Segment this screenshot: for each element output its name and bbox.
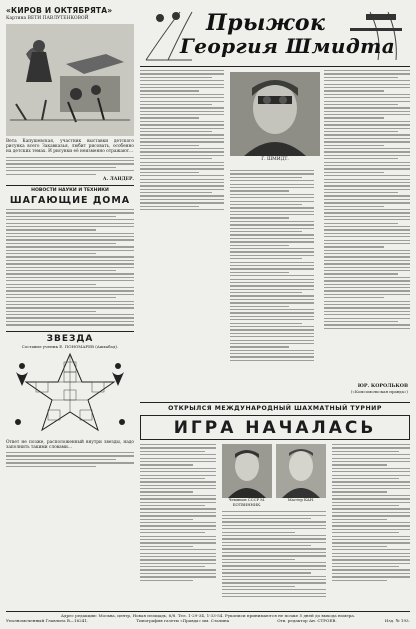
left-column (6, 6, 134, 469)
chess-photos (222, 444, 326, 599)
drawing-kirov (6, 24, 134, 136)
botvinnik-caption: Чемпион СССР М. БОТВИННИК. (228, 497, 266, 507)
footer-printer: Типография газеты «Правда» им. Сталина (136, 618, 230, 623)
puzzle-caption: Ответ не позже, расположенный внутри звезды, надо заполнить такими словами... (6, 439, 134, 450)
houses-headline: ШАГАЮЩИЕ ДОМА (9, 194, 131, 206)
author-name: ЮР. КОРОЛЬКОВ (357, 383, 408, 389)
botvinnik-photo (222, 444, 272, 507)
drawing-caption-lines (6, 157, 134, 177)
footer-issue: Изд. № 193. (384, 618, 410, 623)
banner-line1: Прыжок (206, 10, 326, 36)
tournament-col3 (332, 444, 410, 583)
tournament-header: ОТКРЫЛСЯ МЕЖДУНАРОДНЫЙ ШАХМАТНЫЙ ТУРНИР (168, 405, 382, 412)
footer-address: Адрес редакции: Москва, центр, Новая площадь, 6/8. Тел. 1-29-34, 1-33-54. Рукописи принимаются не позже 5 дней до выхода номера. (60, 613, 356, 618)
left-top-subtitle: Картина ВЕТИ ПАВЛУТЕНКОВОЙ (6, 16, 89, 21)
tournament-title: ИГРА НАЧАЛАСЬ (140, 415, 410, 440)
author-source: («Комсомольская правда») (350, 389, 408, 394)
footer-editor: Отв. редактор Ан. СТРОЕВ. (277, 618, 337, 623)
houses-article (6, 209, 134, 328)
drawing-caption: Вета Капушевская, участник выставки детского рисунка всего Закавказья, любит рисовать, особенно на детских темах. И рисунки её неизменно отражают... (6, 139, 134, 155)
main-area (140, 6, 410, 614)
zvezda-subtitle: Составил ученик Е. ПОНОМАРЕВ (Ашхабад). (21, 343, 119, 349)
kan-photo (276, 444, 326, 507)
article-col3 (324, 70, 410, 331)
left-top-title: «КИРОВ И ОКТЯБРЯТА» (6, 6, 113, 15)
footer-censor: Уполномоченный Главлита В—16241. (6, 618, 89, 623)
footer (6, 611, 410, 623)
article-signature (298, 383, 408, 394)
drawing-signature: А. ЛАНДЕР. (102, 176, 134, 182)
article-body (140, 70, 410, 400)
tournament-col1 (140, 444, 216, 583)
pilot-photo (230, 72, 320, 164)
banner (140, 6, 410, 67)
banner-line2: Георгия Шмидта (180, 34, 396, 58)
star-puzzle (6, 352, 134, 438)
news-header: НОВОСТИ НАУКИ И ТЕХНИКИ (31, 187, 109, 193)
article-col2 (230, 170, 314, 363)
zvezda-title: ЗВЕЗДА (46, 333, 94, 344)
tournament-body (140, 444, 410, 614)
kan-caption: Мастер КАН. (287, 497, 315, 502)
pilot-photo-caption: Г. ШМИДТ. (261, 157, 289, 162)
article-col1 (140, 70, 224, 212)
